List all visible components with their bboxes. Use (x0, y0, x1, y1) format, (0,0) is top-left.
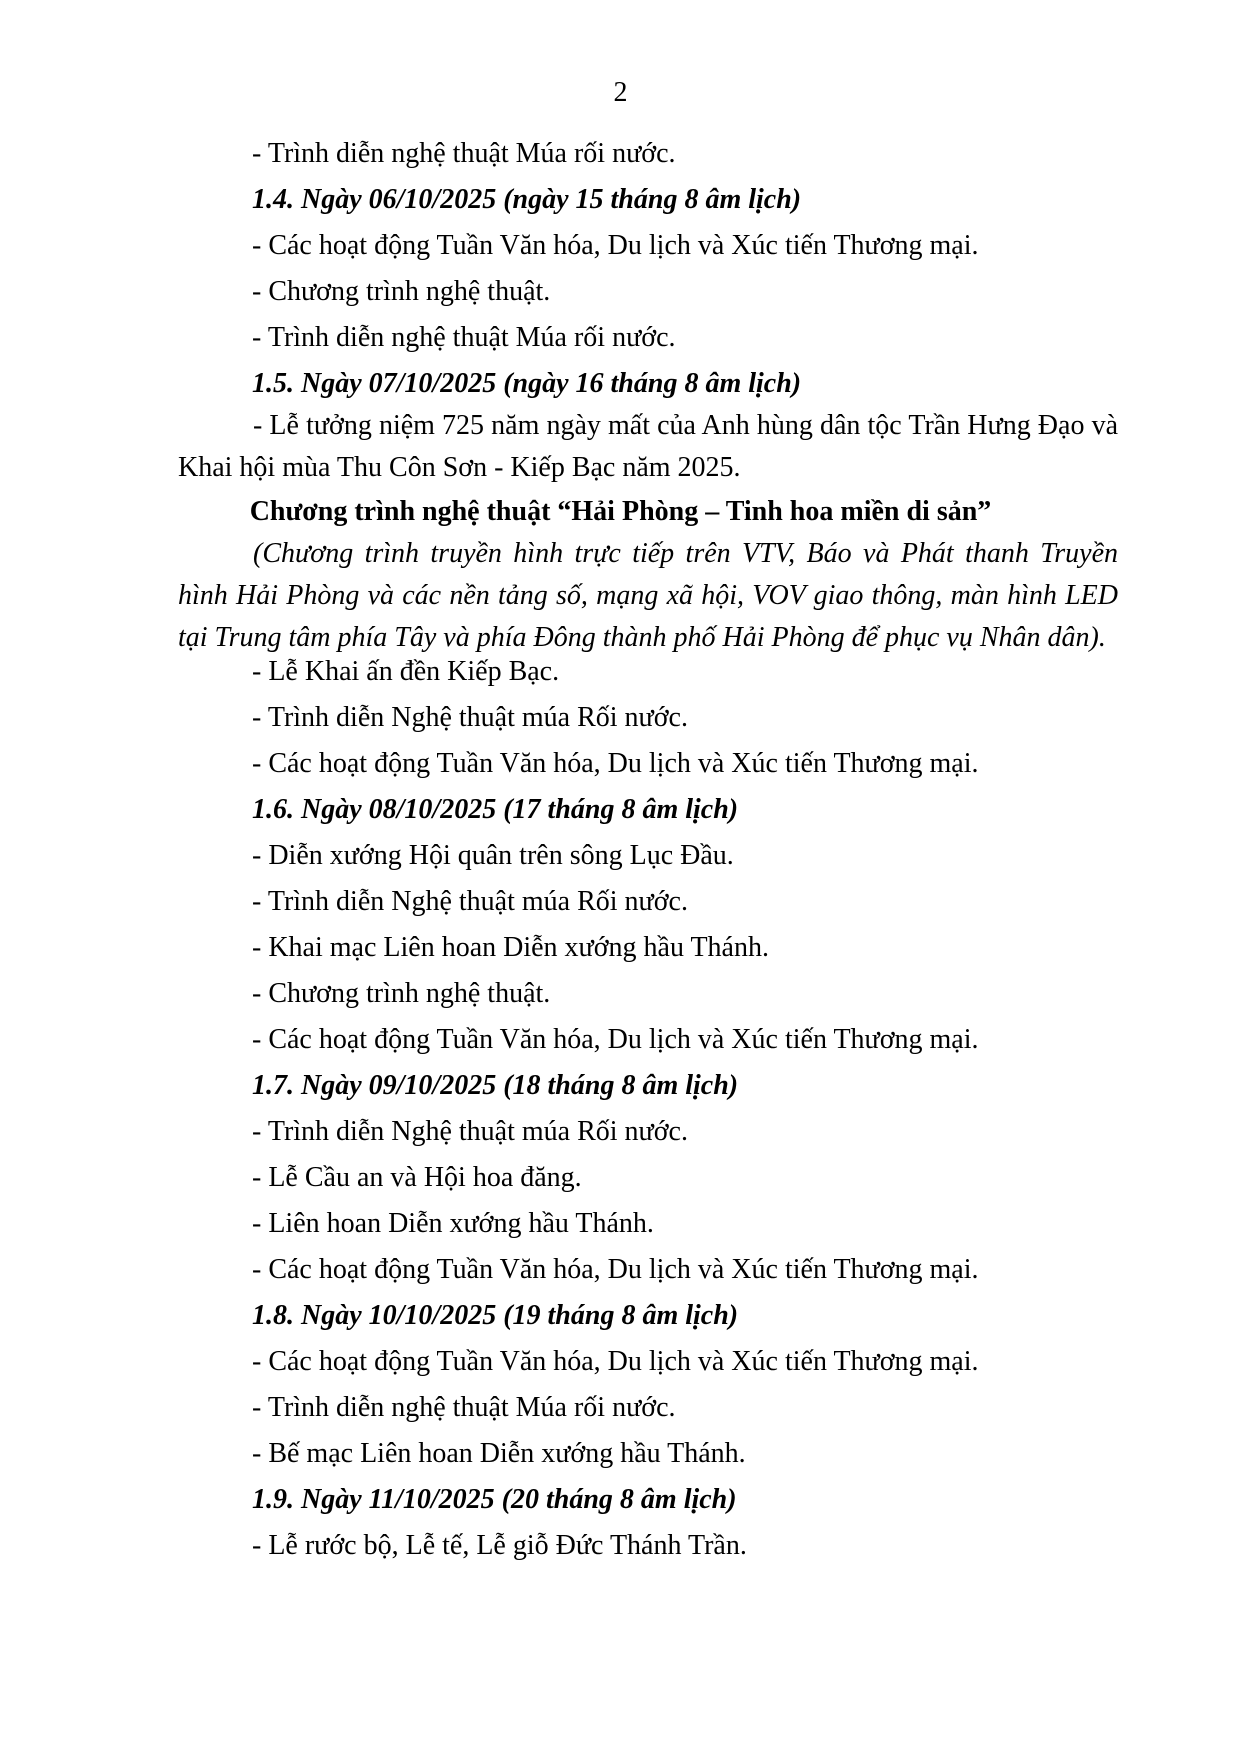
list-item: - Lễ rước bộ, Lễ tế, Lễ giỗ Đức Thánh Trần. (252, 1530, 747, 1561)
list-item: - Bế mạc Liên hoan Diễn xướng hầu Thánh. (252, 1438, 746, 1469)
list-item: - Các hoạt động Tuần Văn hóa, Du lịch và Xúc tiến Thương mại. (252, 1254, 979, 1285)
list-item: - Các hoạt động Tuần Văn hóa, Du lịch và Xúc tiến Thương mại. (252, 748, 979, 779)
section-heading-1-5: 1.5. Ngày 07/10/2025 (ngày 16 tháng 8 âm lịch) (252, 368, 802, 399)
paragraph-broadcast-note: (Chương trình truyền hình trực tiếp trên VTV, Báo và Phát thanh Truyền hình Hải Phòng và các nền tảng số, mạng xã hội, VOV giao thông, màn hình LED tại Trung tâm phía Tây và phía Đông thành phố Hải Phòng để phục vụ Nhân dân). (178, 538, 1118, 653)
list-item: - Các hoạt động Tuần Văn hóa, Du lịch và Xúc tiến Thương mại. (252, 230, 979, 261)
list-item: - Các hoạt động Tuần Văn hóa, Du lịch và Xúc tiến Thương mại. (252, 1024, 979, 1055)
list-item: - Chương trình nghệ thuật. (252, 276, 551, 307)
list-item: - Diễn xướng Hội quân trên sông Lục Đầu. (252, 840, 734, 871)
list-item: - Các hoạt động Tuần Văn hóa, Du lịch và Xúc tiến Thương mại. (252, 1346, 979, 1377)
section-heading-1-7: 1.7. Ngày 09/10/2025 (18 tháng 8 âm lịch) (252, 1070, 739, 1101)
paragraph-ceremony: - Lễ tưởng niệm 725 năm ngày mất của Anh hùng dân tộc Trần Hưng Đạo và Khai hội mùa Thu Côn Sơn - Kiếp Bạc năm 2025. (178, 410, 1118, 483)
section-heading-1-9: 1.9. Ngày 11/10/2025 (20 tháng 8 âm lịch) (252, 1484, 737, 1515)
list-item: - Trình diễn nghệ thuật Múa rối nước. (252, 1392, 676, 1423)
list-item: - Lễ Khai ấn đền Kiếp Bạc. (252, 656, 560, 687)
list-item: - Chương trình nghệ thuật. (252, 978, 551, 1009)
section-heading-1-4: 1.4. Ngày 06/10/2025 (ngày 15 tháng 8 âm lịch) (252, 184, 802, 215)
list-item: - Trình diễn Nghệ thuật múa Rối nước. (252, 702, 688, 733)
list-item: - Trình diễn Nghệ thuật múa Rối nước. (252, 886, 688, 917)
section-heading-1-8: 1.8. Ngày 10/10/2025 (19 tháng 8 âm lịch) (252, 1300, 739, 1331)
page-number: 2 (613, 77, 628, 108)
list-item: - Trình diễn Nghệ thuật múa Rối nước. (252, 1116, 688, 1147)
list-item: - Trình diễn nghệ thuật Múa rối nước. (252, 322, 676, 353)
section-heading-1-6: 1.6. Ngày 08/10/2025 (17 tháng 8 âm lịch) (252, 794, 739, 825)
program-title: Chương trình nghệ thuật “Hải Phòng – Tinh hoa miền di sản” (249, 496, 992, 527)
list-item: - Khai mạc Liên hoan Diễn xướng hầu Thánh. (252, 932, 769, 963)
list-item: - Liên hoan Diễn xướng hầu Thánh. (252, 1208, 654, 1239)
list-item: - Trình diễn nghệ thuật Múa rối nước. (252, 138, 676, 169)
list-item: - Lễ Cầu an và Hội hoa đăng. (252, 1162, 582, 1193)
